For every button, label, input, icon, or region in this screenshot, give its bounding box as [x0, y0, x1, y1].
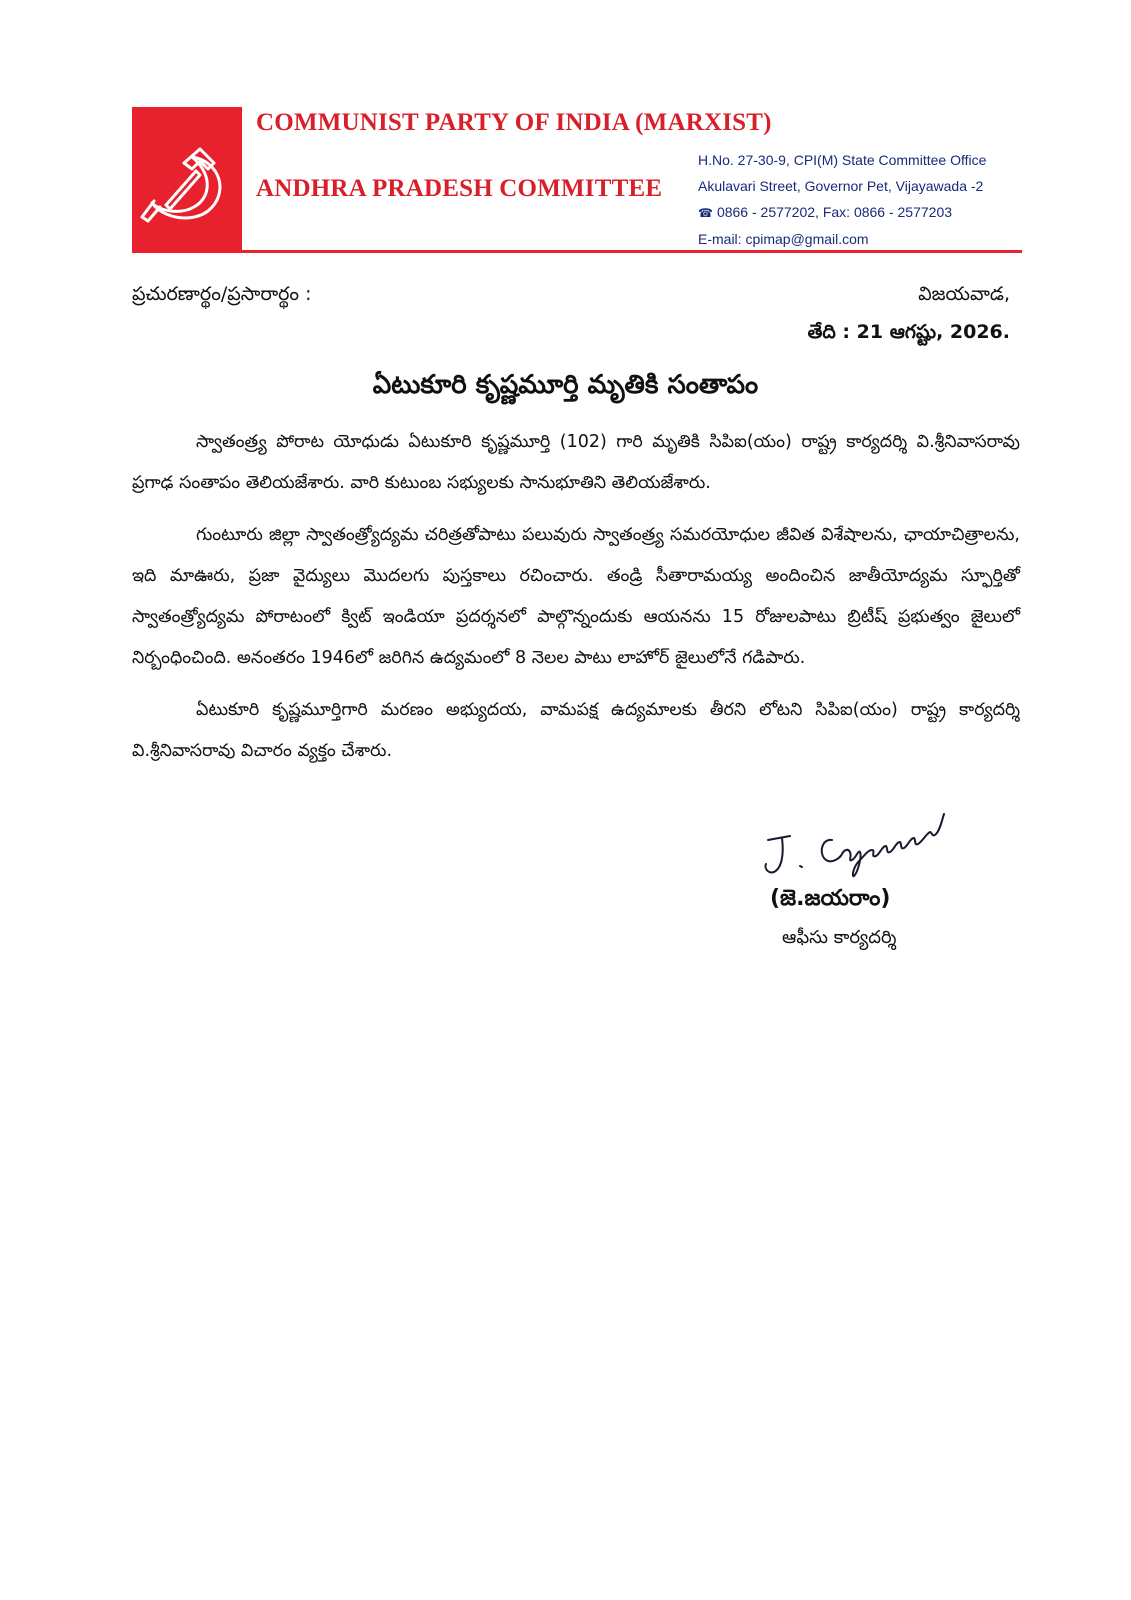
letterhead-rule — [132, 250, 1022, 253]
paragraph: స్వాతంత్ర్య పోరాట యోధుడు ఏటుకూరి కృష్ణమూర్తి (102) గారి మృతికి సిపిఐ(యం) రాష్ట్ర కార్యదర్శి వి.శ్రీనివాసరావు ప్రగాఢ సంతాపం తెలియజేశారు. వారి కుటుంబ సభ్యులకు సానుభూతిని తెలియజేశారు. — [132, 432, 1020, 493]
signer-role: ఆఫీసు కార్యదర్శి — [782, 927, 897, 948]
party-logo — [132, 107, 242, 253]
hammer-sickle-icon — [134, 141, 238, 223]
address-line-2: Akulavari Street, Governor Pet, Vijayawada -2 — [698, 178, 984, 194]
city-name: విజయవాడ, — [918, 283, 1010, 305]
letterhead — [132, 107, 1022, 253]
paragraph: గుంటూరు జిల్లా స్వాతంత్ర్యోద్యమ చరిత్రతోపాటు పలువురు స్వాతంత్ర్య సమరయోధుల జీవిత విశేషాలను, ఛాయాచిత్రాలను, ఇది మాఊరు, ప్రజా వైద్యులు మొదలగు పుస్తకాలు రచించారు. తండ్రి సీతారామయ్య అందించిన జాతీయోద్యమ స్ఫూర్తితో స్వాతంత్ర్యోద్యమ పోరాటంలో క్విట్ ఇండియా ప్రదర్శనలో పాల్గొన్నందుకు ఆయనను 15 రోజులపాటు బ్రిటీష్ ప్రభుత్వం జైలులో నిర్బంధించింది. అనంతరం 1946లో జరిగిన ఉద్యమంలో 8 నెలల పాటు లాహోర్ జైలులోనే గడిపారు. — [132, 525, 1020, 668]
address-block — [698, 147, 986, 252]
signer-name: (జె.జయరాం) — [770, 886, 891, 911]
org-name: COMMUNIST PARTY OF INDIA (MARXIST) — [256, 109, 772, 136]
email-line: E-mail: cpimap@gmail.com — [698, 231, 869, 247]
release-date: తేది : 21 ఆగష్టు, 2026. — [807, 321, 1010, 343]
committee-name: ANDHRA PRADESH COMMITTEE — [256, 175, 663, 202]
handwritten-signature — [760, 810, 950, 894]
press-release-headline: ఏటుకూరి కృష్ణమూర్తి మృతికి సంతాపం — [372, 370, 759, 400]
phone-numbers: 0866 - 2577202, Fax: 0866 - 2577203 — [716, 204, 953, 220]
phone-line — [698, 199, 986, 226]
body-text — [132, 422, 1020, 783]
paragraph: ఏటుకూరి కృష్ణమూర్తిగారి మరణం అభ్యుదయ, వామపక్ష ఉద్యమాలకు తీరని లోటని సిపిఐ(యం) రాష్ట్ర కార్యదర్శి వి.శ్రీనివాసరావు విచారం వ్యక్తం చేశారు. — [132, 700, 1020, 761]
address-line-1: H.No. 27-30-9, CPI(M) State Committee Office — [698, 152, 987, 168]
release-label: ప్రచురణార్థం/ప్రసారార్థం : — [132, 283, 312, 305]
telephone-icon: ☎ — [698, 206, 713, 220]
